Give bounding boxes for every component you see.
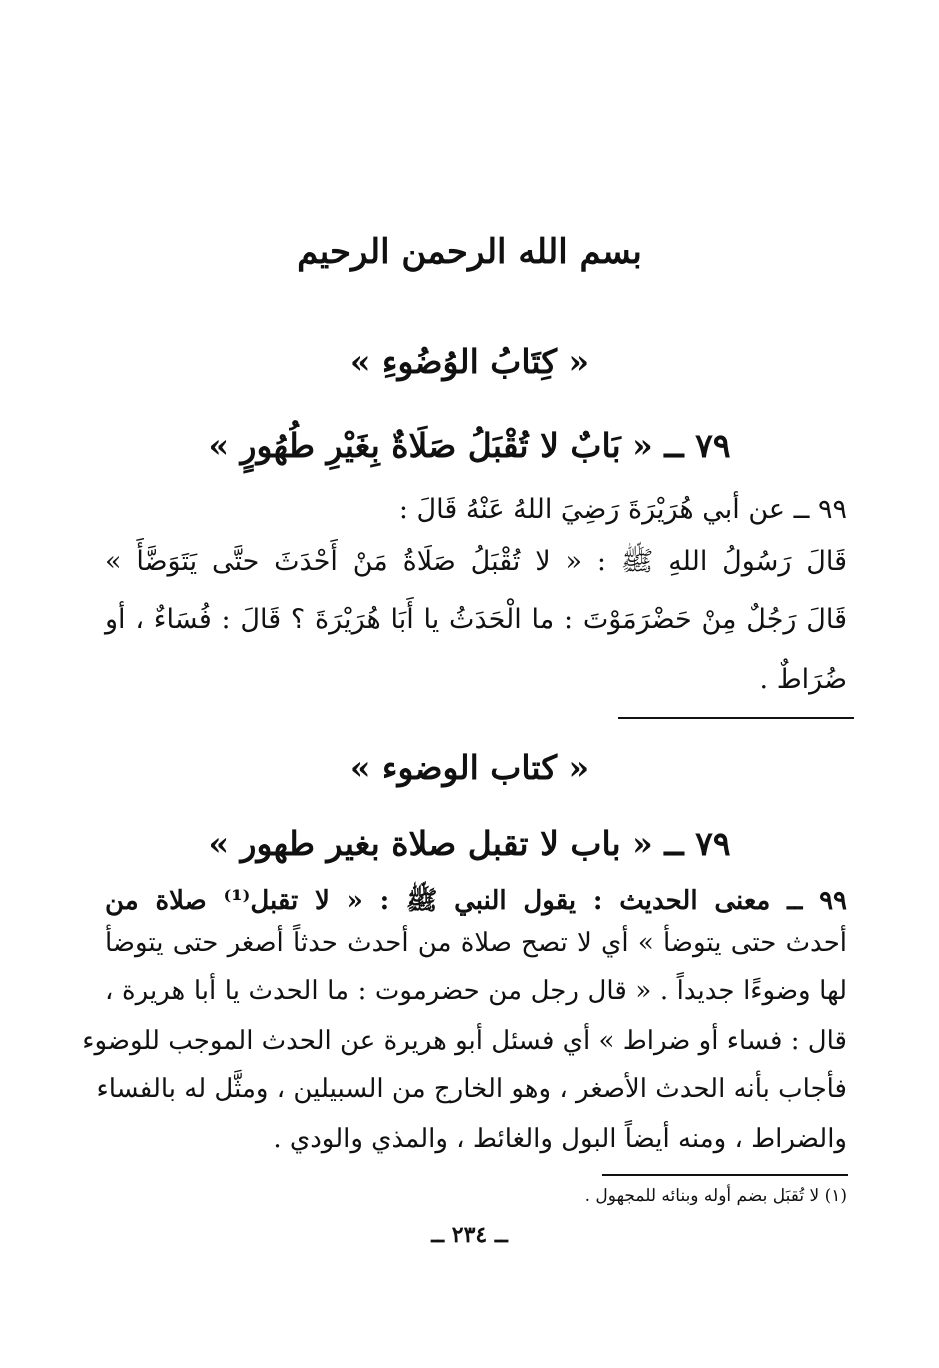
sharh-book-title: « كتاب الوضوء » [349, 748, 590, 787]
section-separator [618, 717, 854, 719]
footnote: (١) لا تُقبَل بضم أوله وبنائه للمجهول . [584, 1186, 847, 1206]
sharh-line-5: فأجاب بأنه الحدث الأصغر ، وهو الخارج من السبيلين ، ومثَّل له بالفساء [96, 1074, 847, 1104]
sharh-line-6: والضراط ، ومنه أيضاً البول والغائط ، والمذي والودي . [273, 1124, 847, 1154]
matn-line-4: ضُرَاطٌ . [759, 664, 847, 695]
footnote-separator [602, 1174, 848, 1176]
matn-chapter-title: ٧٩ ــ « بَابٌ لا تُقْبَلُ صَلَاةٌ بِغَيْرِ طُهُورٍ » [208, 426, 731, 465]
matn-line-3: قَالَ رَجُلٌ مِنْ حَضْرَمَوْتَ : ما الْحَدَثُ يا أَبَا هُرَيْرَةَ ؟ قَالَ : فُسَاءٌ ، أو [105, 604, 847, 635]
sharh-line-2: أحدث حتى يتوضأ » أي لا تصح صلاة من أحدث حدثاً أصغر حتى يتوضأ [105, 928, 847, 958]
sharh-line-1: ٩٩ ــ معنى الحديث : يقول النبي ﷺ : « لا تقبل⁽¹⁾ صلاة من [105, 886, 848, 916]
basmala-heading: بسم الله الرحمن الرحيم [297, 232, 642, 272]
matn-line-1: ٩٩ ــ عن أبي هُرَيْرَةَ رَضِيَ اللهُ عَنْهُ قَالَ : [398, 494, 847, 525]
matn-book-title: « كِتَابُ الوُضُوءِ » [349, 342, 590, 381]
matn-line-2: قَالَ رَسُولُ اللهِ ﷺ : « لا تُقْبَلُ صَلَاةُ مَنْ أَحْدَثَ حتَّى يَتَوَضَّأَ » [105, 546, 847, 577]
sharh-chapter-title: ٧٩ ــ « باب لا تقبل صلاة بغير طهور » [208, 824, 731, 863]
sharh-line-4: قال : فساء أو ضراط » أي فسئل أبو هريرة عن الحدث الموجب للوضوء [82, 1026, 847, 1056]
sharh-line-3: لها وضوءًا جديداً . « قال رجل من حضرموت : ما الحدث يا أبا هريرة ، [105, 976, 847, 1006]
page-number: ــ ٢٣٤ ــ [431, 1222, 508, 1248]
